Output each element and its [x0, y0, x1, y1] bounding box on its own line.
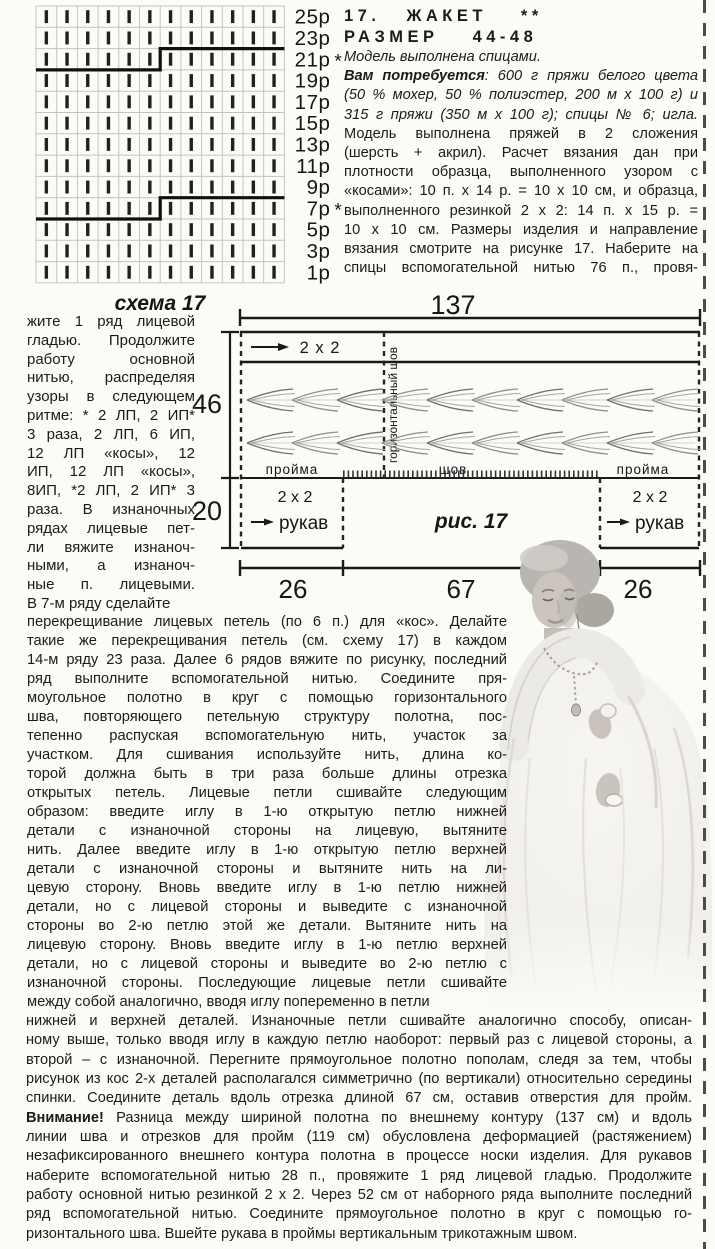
text-line: участком. Для сшивания используйте нить, длина ко-	[27, 747, 507, 763]
dim-total-width: 137	[430, 290, 476, 320]
text-line: 3 раза, 2 ЛП, 6 ИП,	[27, 425, 195, 443]
text-line: детали с изнаночной стороны и вытяните нить на ли-	[27, 861, 507, 877]
chart-row-label: 3р	[306, 239, 331, 263]
text-line: ли вяжите изнаноч-	[27, 538, 195, 556]
article-title	[344, 6, 698, 27]
text-line: нитью, распределяя	[27, 369, 195, 387]
text-line: работу основной нитью резинкой 2 х 2. Через 52 см от наборного ряда выполните последний	[26, 1187, 692, 1204]
cable-strand	[566, 443, 610, 450]
knitting-chart	[26, 2, 356, 287]
text-line: наберите вспомогательной нитью 28 п., провяжите 1 ряд лицевой гладью. Продолжите	[26, 1167, 692, 1184]
cable-strand	[656, 394, 700, 401]
sleeve-label-right: рукав	[635, 513, 685, 534]
cable-strand	[476, 443, 520, 450]
chart-row-label: 11р	[296, 154, 331, 178]
pattern-step-line	[36, 49, 284, 70]
horizontal-seam-label: горизонтальный шов	[386, 346, 400, 464]
knitting-chart-block	[26, 2, 356, 316]
text-line: ритме: * 2 ЛП, 2 ИП*	[27, 406, 195, 424]
chart-row-label: 15р	[294, 112, 331, 136]
text-line: спицы вспомогательной нитью 76 п., провя-	[344, 260, 698, 277]
cable-strand	[521, 400, 565, 407]
arrowhead-icon	[620, 519, 630, 526]
cable-strand	[431, 443, 475, 450]
text-line: Внимание! Разница между шириной полотна по внешнему контуру (137 см) и вдоль	[26, 1109, 692, 1126]
armhole-label-left: пройма	[265, 462, 319, 477]
cable-strand	[521, 394, 565, 401]
text-line: ИП, 12 ЛП «косы»,	[27, 463, 195, 481]
intro-paragraph	[344, 48, 698, 278]
model-photo-block	[478, 528, 714, 1015]
text-line: образом: введите иглу в 1-ю открытую петлю нижней	[27, 804, 507, 820]
cable-strand	[611, 437, 655, 444]
text-line: торой должна быть в три раза больше длины отрезка	[27, 766, 507, 782]
arrowhead-icon	[278, 343, 289, 351]
text-line: жите 1 ряд лицевой	[27, 313, 195, 330]
text-line: 8ИП, *2 ЛП, 2 ИП* 3	[27, 482, 195, 500]
cable-strand	[566, 437, 610, 444]
text-line: второй – с изнаночной. Перегните прямоугольное полотно пополам, следя за тем, чтобы	[26, 1051, 692, 1068]
text-line: (шерсть + акрил). Расчет вязания дан при	[344, 144, 698, 161]
text-line: ряд выполните вспомогательной нитью. Соедините пря-	[27, 671, 507, 687]
cable-strand	[476, 400, 520, 407]
cable-strand	[566, 400, 610, 407]
text-line: незафиксированного внешнего контура полотна в процессе носки изделия. Для рукавов	[26, 1148, 692, 1165]
hair-bun	[574, 593, 614, 627]
text-line: моугольное полотно в круг с помощью горизонтального	[27, 690, 507, 706]
cable-strand	[431, 400, 475, 407]
text-line: между собой аналогично, вводя иглу попеременно в петли	[27, 994, 430, 1010]
cable-strand	[431, 394, 475, 401]
rib-label-sleeve-right: 2 x 2	[632, 489, 668, 506]
cable-strand	[431, 437, 475, 444]
photo-fade	[478, 918, 714, 1010]
page-cut-dashed-rule	[703, 0, 706, 1249]
instructions-full-width	[26, 1012, 692, 1244]
cable-strand	[521, 443, 565, 450]
text-line: нить. Далее введите иглу в 1-ю открытую петлю верхней	[27, 842, 507, 858]
text-line: детали, но с лицевой стороны и выведите во 2-ю петлю с	[27, 956, 507, 972]
cable-strand	[341, 437, 385, 444]
cable-strand	[296, 443, 340, 450]
chart-caption: схема 17	[114, 292, 206, 315]
bold-lead-in: Вам потребуется	[344, 68, 485, 85]
text-line: рядах лицевые пет-	[27, 519, 195, 537]
dim-body-height: 46	[191, 389, 223, 419]
text-line: рисунок из кос 2-х деталей располагался симметрично (по вертикали) относительно середины	[26, 1071, 692, 1088]
text-line: (50 % мохер, 50 % полиэстер, 200 м х 100 г) и	[344, 87, 698, 104]
text-line: выполненного резинкой 2 х 2: 14 п. х 15 р. =	[344, 202, 698, 219]
chart-row-label: 17р	[294, 90, 331, 114]
instructions-left-column	[27, 313, 195, 614]
cable-strand	[251, 443, 295, 450]
chart-row-label: 21р	[294, 48, 331, 72]
row-asterisk: *	[334, 200, 342, 222]
text-line: линии шва и отрезков для пройм (119 см) обусловлена деформацией (растяжением)	[26, 1129, 692, 1146]
chart-row-label: 13р	[294, 133, 331, 157]
text-line: Модель выполнена пряжей в 2 сложения	[344, 125, 698, 142]
article-intro	[344, 6, 698, 278]
cable-strand	[296, 394, 340, 401]
chart-row-label: 25р	[294, 5, 331, 29]
sleeve-label-left: рукав	[279, 513, 329, 534]
text-line: 12 ЛП «косы», 12	[27, 444, 195, 462]
cable-strand	[566, 394, 610, 401]
text-line: В 7-м ряду сделайте	[27, 594, 171, 612]
cable-strand	[251, 437, 295, 444]
dim-cuff-height: 20	[191, 496, 223, 526]
text-line: гладью. Продолжите	[27, 331, 195, 349]
bold-lead-in: Внимание!	[26, 1109, 104, 1126]
text-line: детали с изнаночной стороны на лицевую, вытяните	[27, 823, 507, 839]
size-value: 44-48	[472, 28, 538, 46]
text-line: узоры в следующем	[27, 388, 195, 406]
text-line: лицевую сторону. Вновь введите иглу в 1-ю петлю верхней	[27, 937, 507, 953]
text-line: ризонтального шва. Вшейте рукава в проймы вертикальным трикотажным швом.	[26, 1225, 578, 1242]
text-line: Модель выполнена спицами.	[344, 49, 541, 65]
text-line: 10 х 10 см. Размеры изделия и направление	[344, 221, 698, 238]
row-asterisk: *	[334, 51, 342, 73]
chart-row-label: 23р	[294, 26, 331, 50]
text-line: «косами»: 10 п. х 14 р. = 10 х 10 см, и образца,	[344, 183, 698, 200]
cable-strand	[251, 400, 295, 407]
text-line: перекрещивание лицевых петель (по 6 п.) для «кос». Делайте	[27, 614, 507, 630]
cable-pattern-bands	[247, 389, 700, 454]
arrowhead-icon	[264, 519, 274, 526]
chart-row-label: 7р	[306, 197, 331, 221]
armhole-label-right: пройма	[616, 462, 670, 477]
text-line: шва, повторяющего петельную структуру полотна, пос-	[27, 709, 507, 725]
text-line: стороны во 2-ю петлю этой же детали. Вытяните нить на	[27, 918, 507, 934]
chart-row-label: 1р	[306, 261, 331, 285]
text-line: цевую сторону. Вновь введите иглу в 1-ю петлю нижней	[27, 880, 507, 896]
figure-caption: рис. 17	[434, 510, 508, 533]
dim-bottom-left: 26	[278, 574, 308, 604]
text-line: спинки. Соедините деталь вдоль отрезка длиной 67 см, оставив отверстия для пройм.	[26, 1090, 692, 1107]
cable-strand	[251, 394, 295, 401]
cable-strand	[656, 437, 700, 444]
cable-strand	[611, 400, 655, 407]
text-line: вязания смотрите на рисунке 17. Наберите на	[344, 240, 698, 257]
chart-row-label: 9р	[306, 176, 331, 200]
instructions-mid-column	[27, 613, 507, 1012]
cable-strand	[341, 443, 385, 450]
text-line: ному выше, только вводя иглу в каждую петлю наоборот: первый раз с лицевой стороны, а	[26, 1032, 692, 1049]
text-line: 14-м ряду 23 раза. Далее 6 рядов вяжите по рисунку, последний	[27, 652, 507, 668]
text-line: 315 г пряжи (350 м х 100 г); спицы № 6; игла.	[344, 106, 698, 123]
text-line: детали, но с лицевой стороны и выведите с изнаночной	[27, 899, 507, 915]
rib-label-sleeve-left: 2 x 2	[277, 489, 313, 506]
difficulty-stars: **	[520, 7, 543, 25]
cuff	[600, 704, 616, 718]
hair-highlight	[520, 545, 568, 571]
cable-strand	[341, 400, 385, 407]
cable-strand	[521, 437, 565, 444]
dim-bottom-right: 26	[623, 574, 653, 604]
cable-strand	[656, 443, 700, 450]
cable-strand	[476, 394, 520, 401]
cable-strand	[656, 400, 700, 407]
cable-strand	[296, 437, 340, 444]
article-name: ЖАКЕТ	[406, 7, 487, 25]
chart-row-label: 5р	[306, 218, 331, 242]
chart-row-label: 19р	[294, 69, 331, 93]
text-line: тепенно распуская вспомогательную нить, участок за	[27, 728, 507, 744]
text-line: изнаночной стороны. Последующие лицевые петли сшивайте	[27, 975, 507, 991]
text-line: ными, а изнаноч-	[27, 557, 195, 575]
size-row	[344, 27, 698, 48]
cable-strand	[476, 437, 520, 444]
cable-strand	[296, 400, 340, 407]
rib-label-top: 2 x 2	[299, 339, 341, 357]
text-line: плотности образца, выполненного узором с	[344, 164, 698, 181]
text-line: открытых петель. Лицевые петли сшивайте следующим	[27, 785, 507, 801]
text-line: нижней и верхней деталей. Изнаночные петли сшивайте аналогично способу, описан-	[26, 1013, 692, 1029]
text-line: такие же перекрещивания петель (см. схему 17) в каждом	[27, 633, 507, 649]
ring	[606, 794, 623, 806]
cable-strand	[341, 394, 385, 401]
pendant	[572, 704, 581, 716]
cable-strand	[611, 394, 655, 401]
size-label: РАЗМЕР	[344, 28, 439, 46]
text-line: ные п. лицевыми.	[27, 576, 195, 594]
cable-strand	[611, 443, 655, 450]
article-number: 17.	[344, 7, 381, 25]
dim-bottom-center: 67	[446, 574, 476, 604]
text-line: раза. В изнаночных	[27, 500, 195, 518]
text-line: ряд вспомогательной нитью. Соедините прямоугольное полотно в круг с помощью го-	[26, 1206, 692, 1223]
text-line: работу основной	[27, 350, 195, 368]
model-photo	[478, 528, 714, 1010]
pattern-step-line	[36, 198, 284, 219]
text-line: Вам потребуется: 600 г пряжи белого цвета	[344, 68, 698, 85]
seam-label: шов	[438, 462, 468, 477]
